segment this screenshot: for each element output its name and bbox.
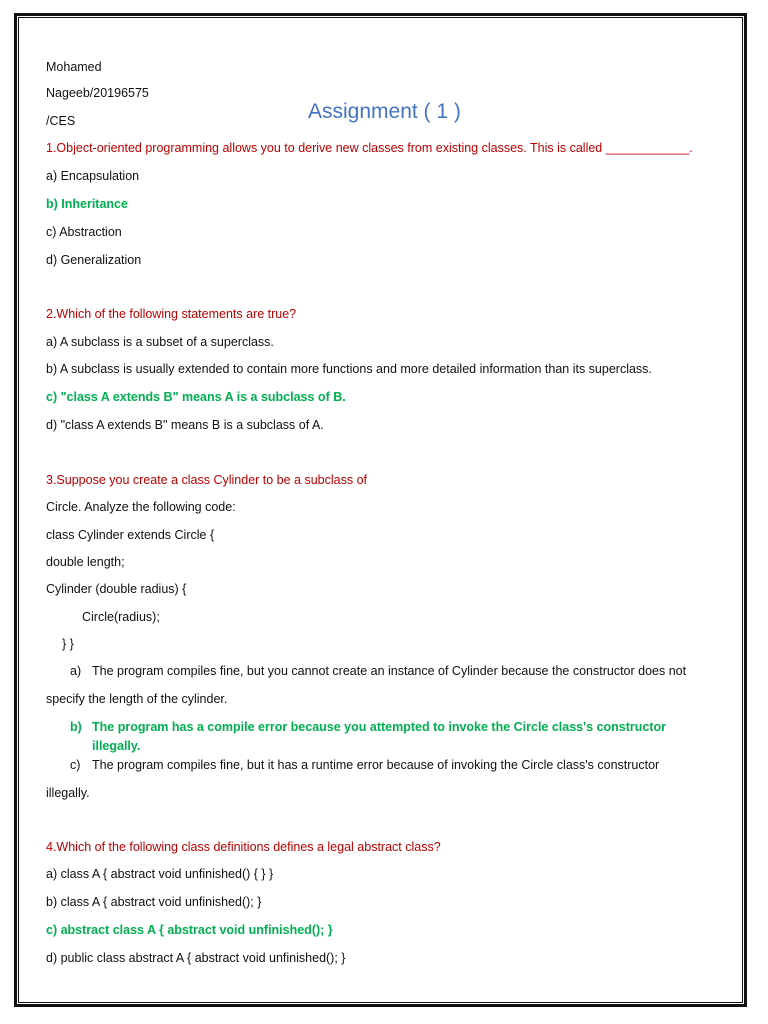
q3-option-b-correct: The program has a compile error because you attempted to invoke the Circle class's constructor: [92, 720, 666, 734]
student-name-id: Nageeb/20196575: [46, 86, 149, 100]
department: /CES: [46, 114, 76, 128]
q3-option-b-correct-cont: illegally.: [92, 739, 141, 753]
q3-option-c-label: c): [70, 758, 81, 772]
q3-option-c-text-cont: illegally.: [46, 786, 90, 800]
q3-code-line-5: } }: [62, 637, 74, 651]
q3-option-c-text: The program compiles fine, but it has a runtime error because of invoking the Circle class's constructor: [92, 758, 660, 772]
q4-option-b: b) class A { abstract void unfinished(); }: [46, 895, 262, 909]
q2-option-d: d) "class A extends B" means B is a subclass of A.: [46, 418, 324, 432]
q1-option-b-correct: b) Inheritance: [46, 197, 128, 211]
q2-option-c-correct: c) "class A extends B" means A is a subclass of B.: [46, 390, 346, 404]
q2-option-b: b) A subclass is usually extended to contain more functions and more detailed information than its superclass.: [46, 362, 652, 376]
q3-code-line-1: class Cylinder extends Circle {: [46, 528, 215, 542]
q3-option-b-label: b): [70, 720, 82, 734]
q3-intro: Circle. Analyze the following code:: [46, 500, 236, 514]
q1-option-a: a) Encapsulation: [46, 169, 140, 183]
q3-option-a-text-cont: specify the length of the cylinder.: [46, 692, 228, 706]
q1-option-d: d) Generalization: [46, 253, 142, 267]
q3-code-line-4: Circle(radius);: [82, 610, 160, 624]
q1-option-c: c) Abstraction: [46, 225, 122, 239]
question-4: 4.Which of the following class definitions defines a legal abstract class?: [46, 840, 441, 854]
question-3: 3.Suppose you create a class Cylinder to be a subclass of: [46, 473, 368, 487]
q3-option-a-text: The program compiles fine, but you cannot create an instance of Cylinder because the constructor does not: [92, 664, 687, 678]
student-first-name: Mohamed: [46, 60, 102, 74]
question-1: 1.Object-oriented programming allows you to derive new classes from existing classes. This is called ____________.: [46, 141, 693, 155]
q3-option-a-label: a): [70, 664, 82, 678]
q3-code-line-3: Cylinder (double radius) {: [46, 582, 187, 596]
q3-code-line-2: double length;: [46, 555, 125, 569]
q4-option-a: a) class A { abstract void unfinished() { } }: [46, 867, 274, 881]
q4-option-c-correct: c) abstract class A { abstract void unfinished(); }: [46, 923, 333, 937]
q4-option-d: d) public class abstract A { abstract void unfinished(); }: [46, 951, 346, 965]
question-2: 2.Which of the following statements are true?: [46, 307, 297, 321]
q2-option-a: a) A subclass is a subset of a superclass.: [46, 335, 274, 349]
page-title: Assignment ( 1 ): [308, 100, 461, 123]
